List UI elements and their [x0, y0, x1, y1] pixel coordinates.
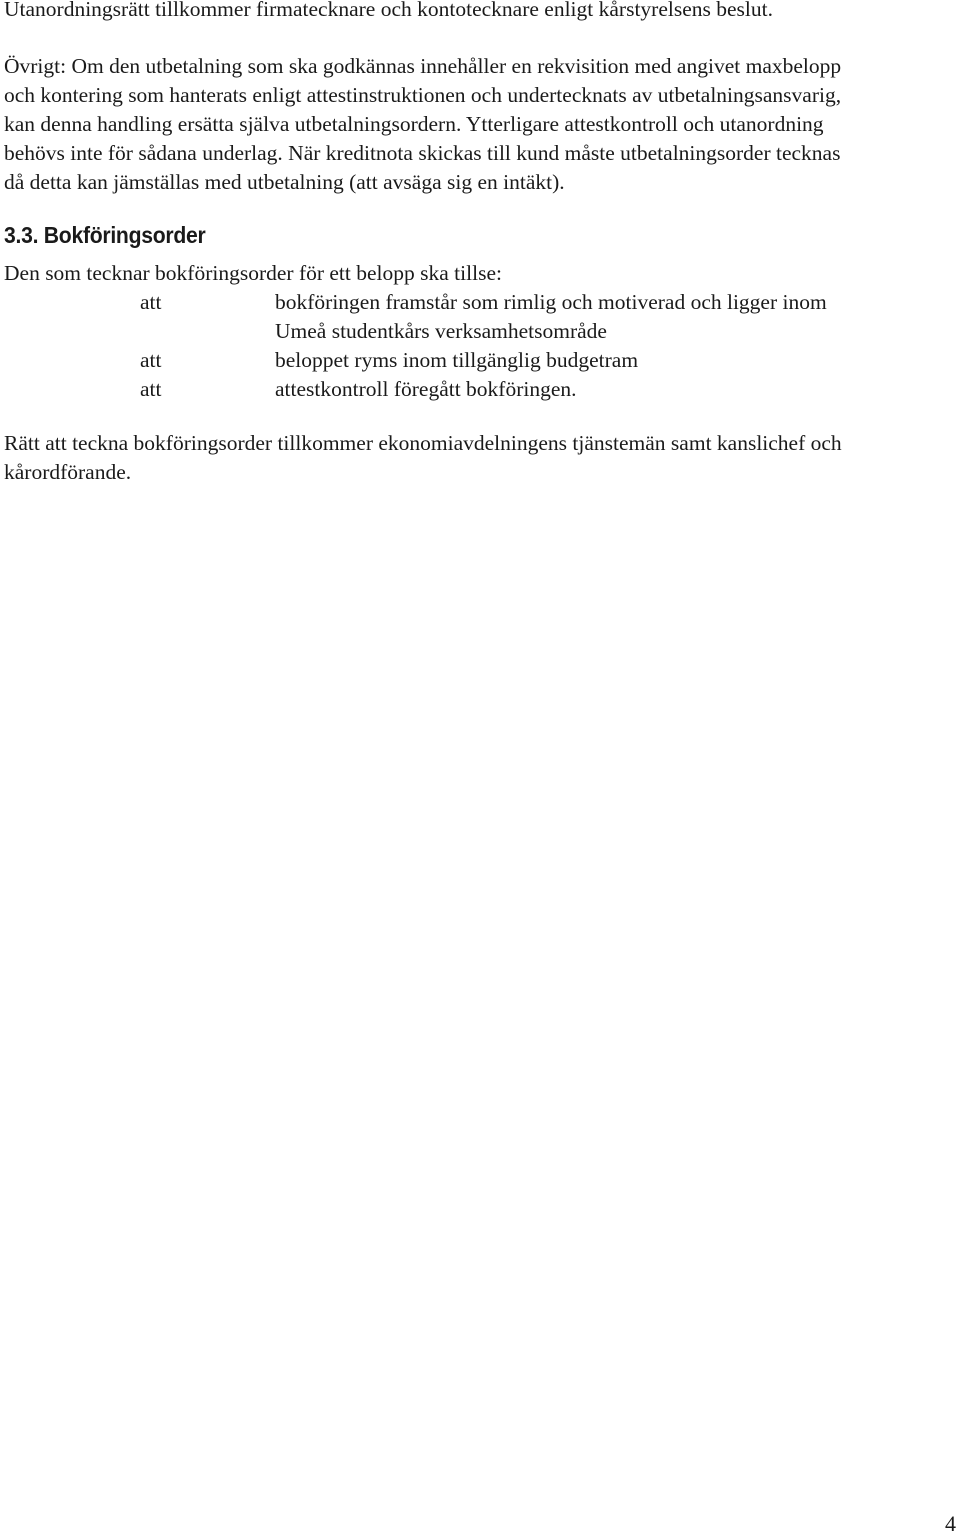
paragraph-ovrigt — [4, 52, 956, 197]
paragraph-utanordningsratt — [4, 0, 956, 24]
list-item — [4, 346, 956, 375]
text-line: attestkontroll föregått bokföringen. — [275, 377, 577, 401]
list-item-prefix: att — [140, 377, 162, 401]
text-line: då detta kan jämställas med utbetalning (att avsäga sig en intäkt). — [4, 170, 565, 194]
text-line: behövs inte för sådana underlag. När kreditnota skickas till kund måste utbetalningsorder tecknas — [4, 141, 841, 165]
text-line: Rätt att teckna bokföringsorder tillkommer ekonomiavdelningens tjänstemän samt kanslichef och — [4, 431, 842, 455]
text-line: Utanordningsrätt tillkommer firmatecknare och kontotecknare enligt kårstyrelsens beslut. — [4, 0, 773, 21]
list-item — [4, 288, 956, 346]
text-line: kan denna handling ersätta själva utbetalningsordern. Ytterligare attestkontroll och utanordning — [4, 112, 824, 136]
list-item-prefix: att — [140, 348, 162, 372]
text-line: bokföringen framstår som rimlig och motiverad och ligger inom — [275, 290, 827, 314]
section-intro: Den som tecknar bokföringsorder för ett belopp ska tillse: — [4, 261, 502, 285]
list-item-text — [275, 375, 956, 404]
text-line: Umeå studentkårs verksamhetsområde — [275, 319, 607, 343]
list-item — [4, 375, 956, 404]
list-item-text — [275, 346, 956, 375]
text-line: beloppet ryms inom tillgänglig budgetram — [275, 348, 639, 372]
page-number: 4 — [945, 1511, 956, 1536]
text-line: och kontering som hanterats enligt attestinstruktionen och undertecknats av utbetalningsansvarig, — [4, 83, 842, 107]
text-line: Övrigt: Om den utbetalning som ska godkännas innehåller en rekvisition med angivet maxbelopp — [4, 54, 842, 78]
list-item-text — [275, 288, 956, 346]
list-item-prefix: att — [140, 290, 162, 314]
section-heading: 3.3. Bokföringsorder — [4, 222, 206, 248]
requirement-list — [4, 288, 956, 404]
paragraph-closing — [4, 429, 956, 487]
text-line: kårordförande. — [4, 460, 132, 484]
